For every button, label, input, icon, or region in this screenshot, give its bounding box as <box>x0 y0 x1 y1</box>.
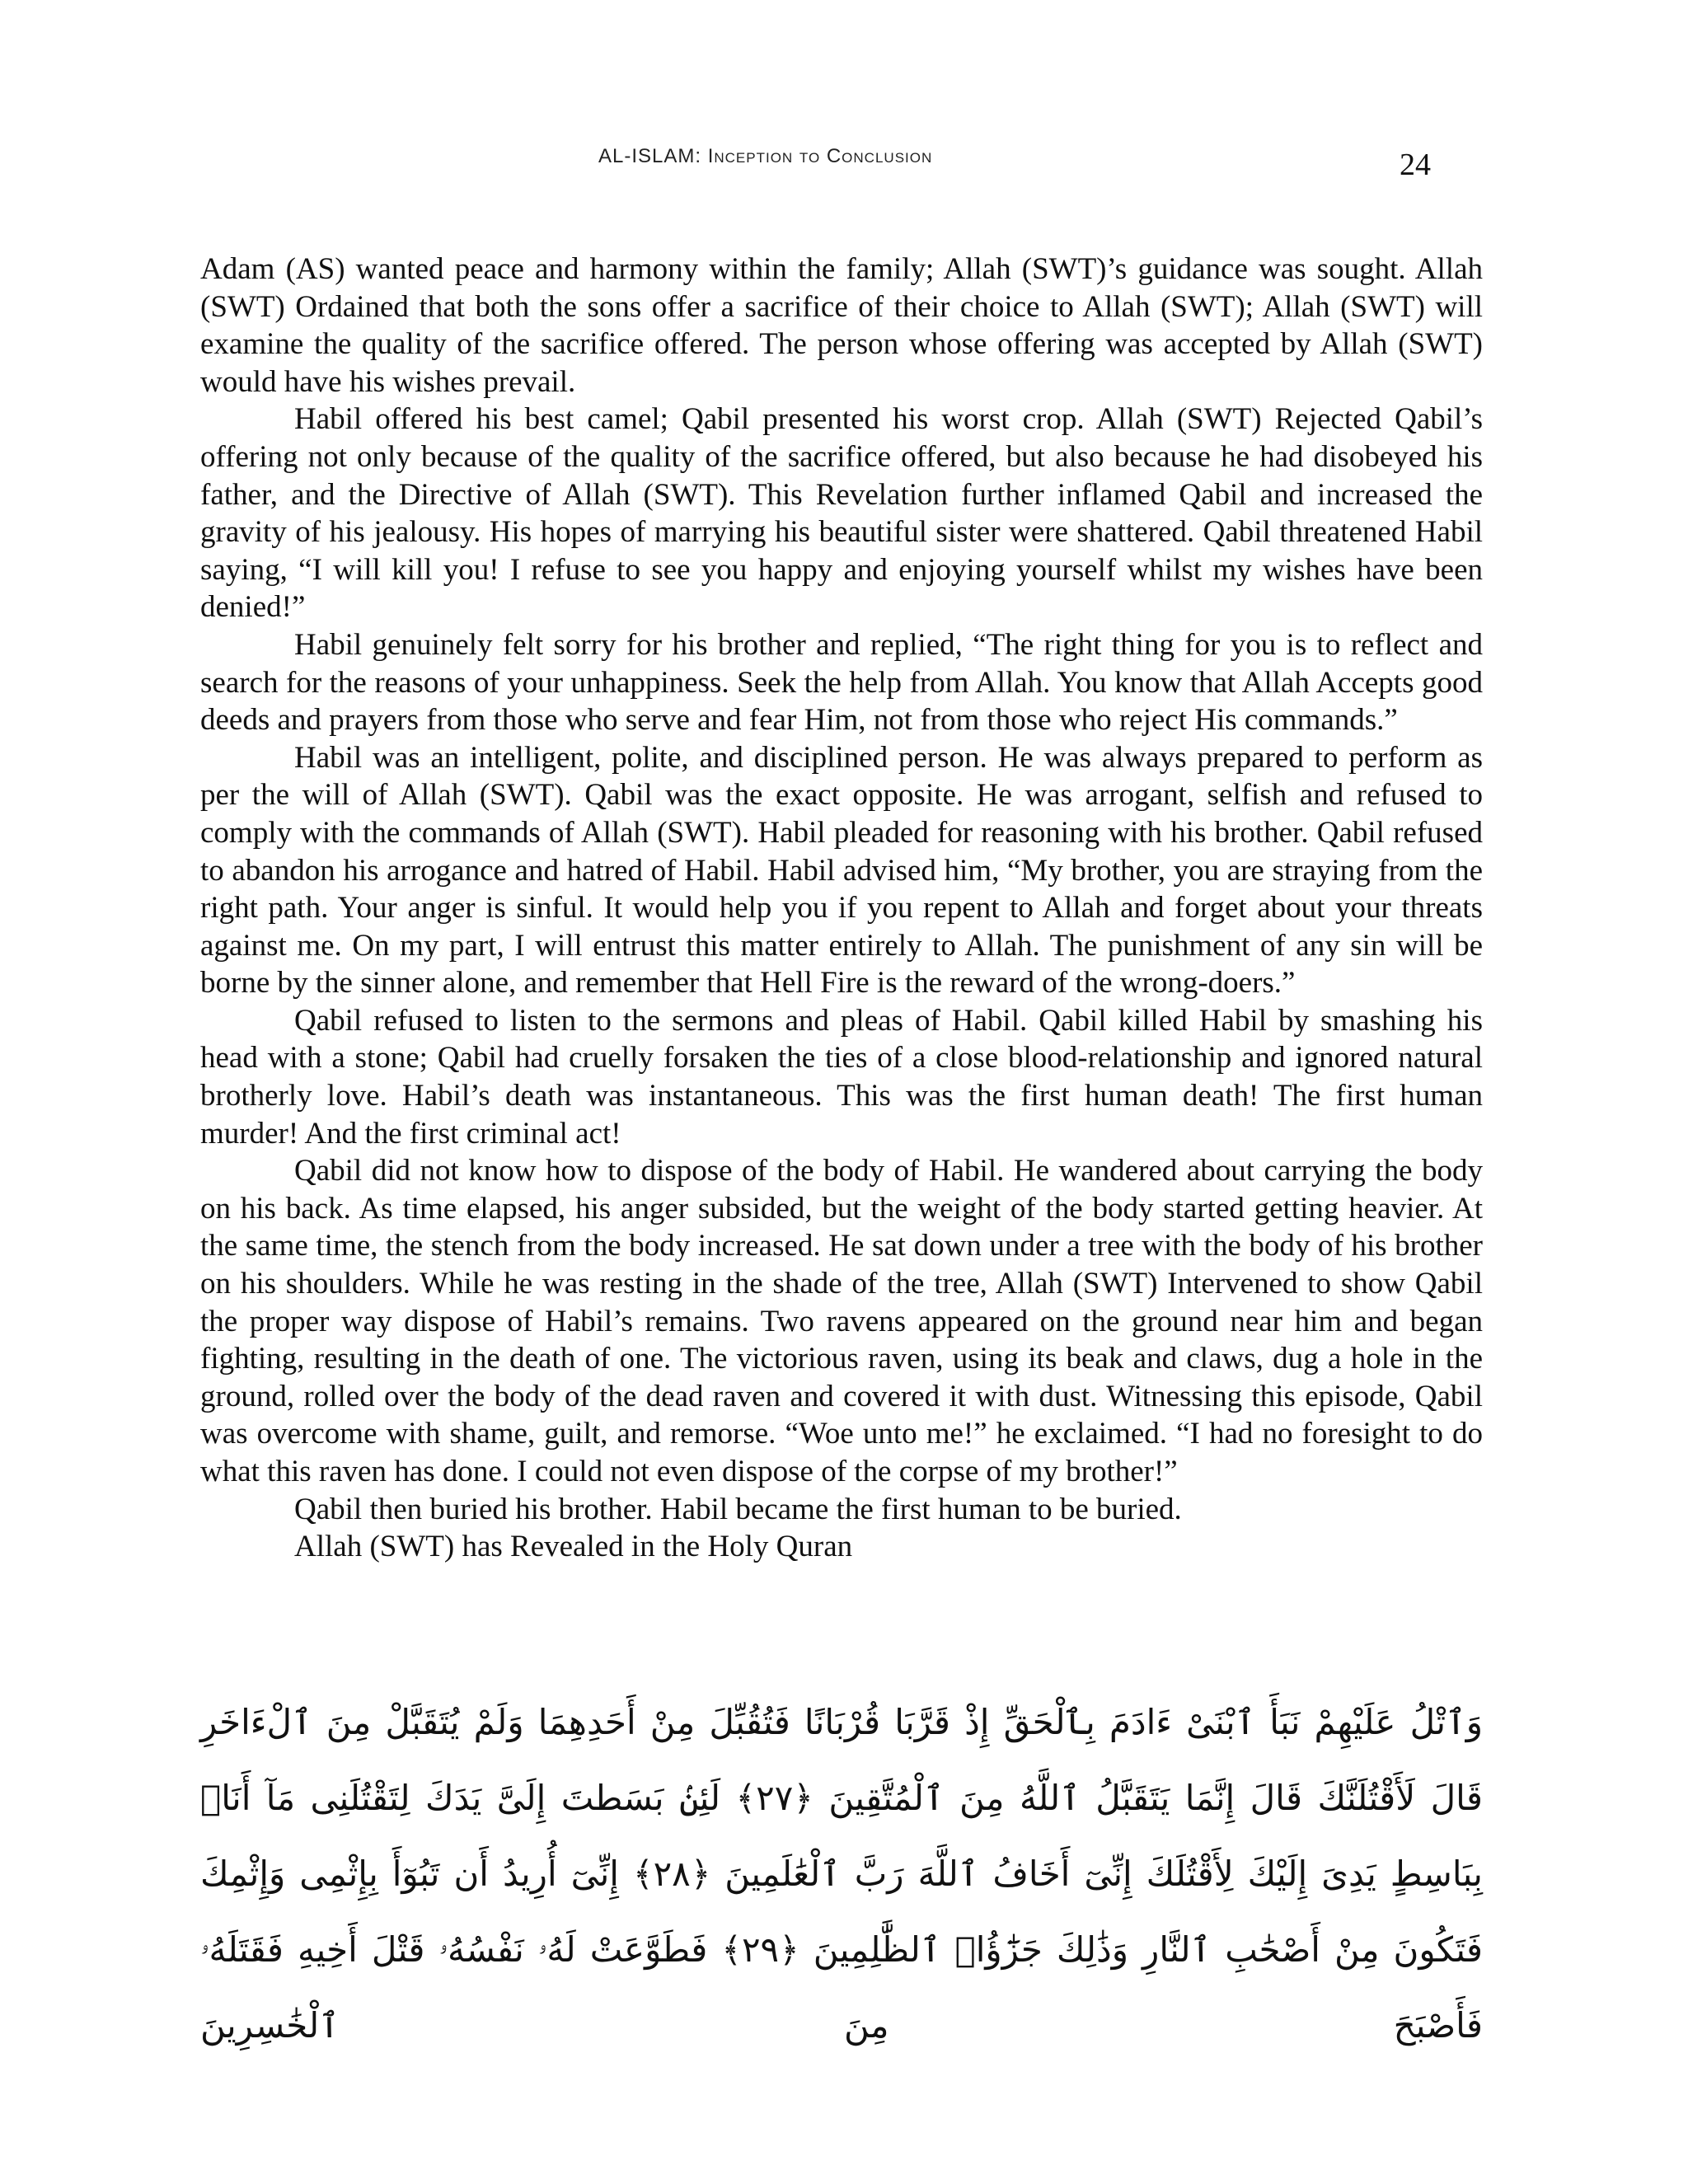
running-header-title: AL-ISLAM: Inception to Conclusion <box>598 145 933 167</box>
quran-verse: وَٱتْلُ عَلَيْهِمْ نَبَأَ ٱبْنَىْ ءَادَمَ بِٱلْحَقِّ إِذْ قَرَّبَا قُرْبَانًا فَتُقُبِّلَ مِنْ أَحَدِهِمَا وَلَمْ يُتَقَبَّلْ مِنَ ٱلْءَاخَرِ قَالَ لَأَقْتُلَنَّكَ قَالَ إِنَّمَا يَتَقَبَّلُ ٱللَّهُ مِنَ ٱلْمُتَّقِينَ ﴿٢٧﴾ لَئِنۢ بَسَطتَ إِلَىَّ يَدَكَ لِتَقْتُلَنِى مَآ أَنَا۠ بِبَاسِطٍ يَدِىَ إِلَيْكَ لِأَقْتُلَكَ إِنِّىٓ أَخَافُ ٱللَّهَ رَبَّ ٱلْعَٰلَمِينَ ﴿٢٨﴾ إِنِّىٓ أُرِيدُ أَن تَبُوٓأَ بِإِثْمِى وَإِثْمِكَ فَتَكُونَ مِنْ أَصْحَٰبِ ٱلنَّارِ وَذَٰلِكَ جَزَٰٓؤُا۟ ٱلظَّٰلِمِينَ ﴿٢٩﴾ فَطَوَّعَتْ لَهُۥ نَفْسُهُۥ قَتْلَ أَخِيهِ فَقَتَلَهُۥ فَأَصْبَحَ مِنَ ٱلْخَٰسِرِينَ <box>200 1702 1483 2046</box>
paragraph: Qabil did not know how to dispose of the body of Habil. He wandered about carrying the body on his back. As time elapsed, his anger subsided, but the weight of the body started getting heavier. At the same time, the stench from the body increased. He sat down under a tree with the body of his brother on his shoulders. While he was resting in the shade of the tree, Allah (SWT) Intervened to show Qabil the proper way dispose of Habil’s remains. Two ravens appeared on the ground near him and began fighting, resulting in the death of one. The victorious raven, using its beak and claws, dug a hole in the ground, rolled over the body of the dead raven and covered it with dust. Witnessing this episode, Qabil was overcome with shame, guilt, and remorse. “Woe unto me!” he exclaimed. “I had no foresight to do what this raven has done. I could not even dispose of the corpse of my brother!” <box>200 1154 1483 1488</box>
page-number: 24 <box>1400 148 1431 182</box>
paragraph: Qabil refused to listen to the sermons and pleas of Habil. Qabil killed Habil by smashing his head with a stone; Qabil had cruelly forsaken the ties of a close blood-relationship and ignored natural brotherly love. Habil’s death was instantaneous. This was the first human death! The first human murder! And the first criminal act! <box>200 1003 1483 1151</box>
paragraph: Qabil then buried his brother. Habil became the first human to be buried. <box>294 1492 1182 1526</box>
paragraph: Habil genuinely felt sorry for his brother and replied, “The right thing for you is to reflect and search for the reasons of your unhappiness. Seek the help from Allah. You know that Allah Accepts good deeds and prayers from those who serve and fear Him, not from those who reject His commands.” <box>200 627 1483 738</box>
body-text <box>200 251 1483 1566</box>
paragraph: Adam (AS) wanted peace and harmony within the family; Allah (SWT)’s guidance was sought. Allah (SWT) Ordained that both the sons offer a sacrifice of their choice to Allah (SWT); Allah (SWT) will examine the quality of the sacrifice offered. The person whose offering was accepted by Allah (SWT) would have his wishes prevail. <box>200 252 1483 399</box>
quran-intro: Allah (SWT) has Revealed in the Holy Quran <box>294 1530 853 1564</box>
paragraph: Habil was an intelligent, polite, and disciplined person. He was always prepared to perform as per the will of Allah (SWT). Qabil was the exact opposite. He was arrogant, selfish and refused to comply with the commands of Allah (SWT). Habil pleaded for reasoning with his brother. Qabil refused to abandon his arrogance and hatred of Habil. Habil advised him, “My brother, you are straying from the right path. Your anger is sinful. It would help you if you repent to Allah and forget about your threats against me. On my part, I will entrust this matter entirely to Allah. The punishment of any sin will be borne by the sinner alone, and remember that Hell Fire is the reward of the wrong-doers.” <box>200 740 1483 1001</box>
paragraph: Habil offered his best camel; Qabil presented his worst crop. Allah (SWT) Rejected Qabil’s offering not only because of the quality of the sacrifice offered, but also because he had disobeyed his father, and the Directive of Allah (SWT). This Revelation further inflamed Qabil and increased the gravity of his jealousy. His hopes of marrying his beautiful sister were shattered. Qabil threatened Habil saying, “I will kill you! I refuse to see you happy and enjoying yourself whilst my wishes have been denied!” <box>200 402 1483 625</box>
